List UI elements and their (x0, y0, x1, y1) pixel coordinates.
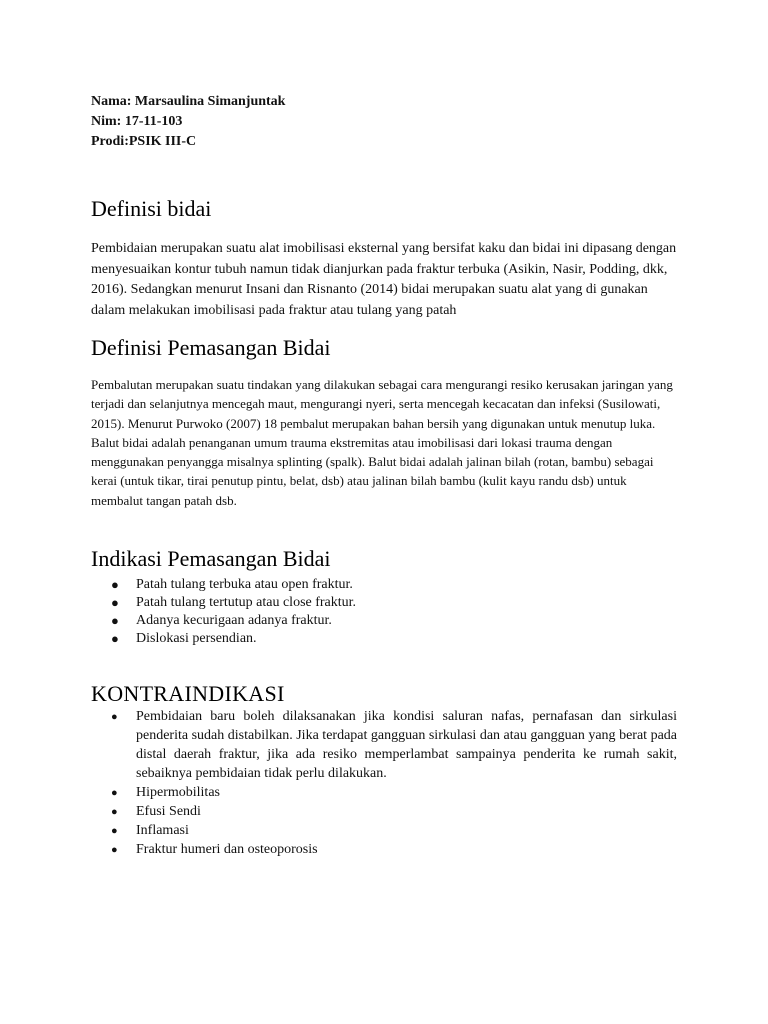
heading-definisi-pemasangan: Definisi Pemasangan Bidai (91, 335, 331, 360)
list-item (91, 630, 677, 648)
bullet-icon: ● (111, 844, 118, 857)
student-identity (91, 92, 677, 152)
list-item (91, 576, 677, 594)
list-item (91, 707, 677, 783)
bullet-icon: ● (111, 825, 118, 838)
list-item-text: Dislokasi persendian. (136, 631, 257, 647)
list-item (91, 783, 677, 802)
bullet-icon: ● (111, 806, 118, 819)
document-page (91, 92, 677, 859)
student-nim: Nim: 17-11-103 (91, 114, 183, 129)
bullet-icon: ● (111, 577, 119, 593)
list-item-text: Pembidaian baru boleh dilaksanakan jika kondisi saluran nafas, pernafasan dan sirkulasi penderita sudah distabilkan. Jika terdapat gangguan sirkulasi dan atau gangguan yang berat pada distal daerah fraktur, jika ada resiko memperlambat sampainya penderita ke rumah sakit, sebaiknya pembidaian tidak perlu dilakukan. (136, 709, 677, 782)
list-item-text: Efusi Sendi (136, 804, 201, 820)
student-name: Nama: Marsaulina Simanjuntak (91, 94, 286, 109)
kontraindikasi-list (91, 707, 677, 859)
list-item (91, 612, 677, 630)
bullet-icon: ● (111, 711, 118, 724)
list-item (91, 802, 677, 821)
list-item-text: Patah tulang terbuka atau open fraktur. (136, 577, 353, 593)
definisi-pemasangan-body (91, 375, 677, 510)
paragraph-definisi-bidai: Pembidaian merupakan suatu alat imobilisasi eksternal yang bersifat kaku dan bidai ini dipasang dengan menyesuaikan kontur tubuh namun tidak dianjurkan pada fraktur terbuka (Asikin, Nasir, Podding, dkk, 2016). Sedangkan menurut Insani dan Risnanto (2014) bidai merupakan suatu alat yang di gunakan dalam melakukan imobilisasi pada fraktur atau tulang yang patah (91, 241, 677, 318)
heading-indikasi: Indikasi Pemasangan Bidai (91, 546, 331, 572)
list-item-text: Adanya kecurigaan adanya fraktur. (136, 613, 332, 629)
bullet-icon: ● (111, 631, 119, 647)
indikasi-list (91, 576, 677, 648)
list-item-text: Fraktur humeri dan osteoporosis (136, 842, 318, 858)
bullet-icon: ● (111, 595, 119, 611)
heading-kontraindikasi-text: KONTRAINDIKASI (91, 681, 285, 707)
list-item-text: Patah tulang tertutup atau close fraktur. (136, 595, 357, 611)
list-item-text: Hipermobilitas (136, 785, 220, 801)
paragraph-balut-bidai: Balut bidai adalah penanganan umum trauma ekstremitas atau imobilisasi dari lokasi trauma dengan menggunakan penyangga misalnya splinting (spalk). Balut bidai adalah jalinan bilah (rotan, bambu) sebagai kerai (untuk tikar, tirai penutup pintu, belat, dsb) atau jalinan bilah bambu (kulit kayu randu dsb) untuk membalut tangan patah dsb. (91, 434, 654, 508)
list-item (91, 840, 677, 859)
bullet-icon: ● (111, 787, 118, 800)
list-item (91, 594, 677, 612)
bullet-icon: ● (111, 613, 119, 629)
heading-definisi-bidai: Definisi bidai (91, 196, 212, 221)
list-item-text: Inflamasi (136, 823, 189, 839)
list-item (91, 821, 677, 840)
paragraph-pembalutan: Pembalutan merupakan suatu tindakan yang dilakukan sebagai cara mengurangi resiko kerusakan jaringan yang terjadi dan selanjutnya mencegah maut, mengurangi nyeri, serta mencegah kecacatan dan infeksi (Susilowati, 2015). Menurut Purwoko (2007) 18 pembalut merupakan bahan bersih yang digunakan untuk menutup luka. (91, 377, 673, 431)
heading-kontraindikasi (91, 681, 677, 707)
student-prodi: Prodi:PSIK III-C (91, 134, 197, 149)
